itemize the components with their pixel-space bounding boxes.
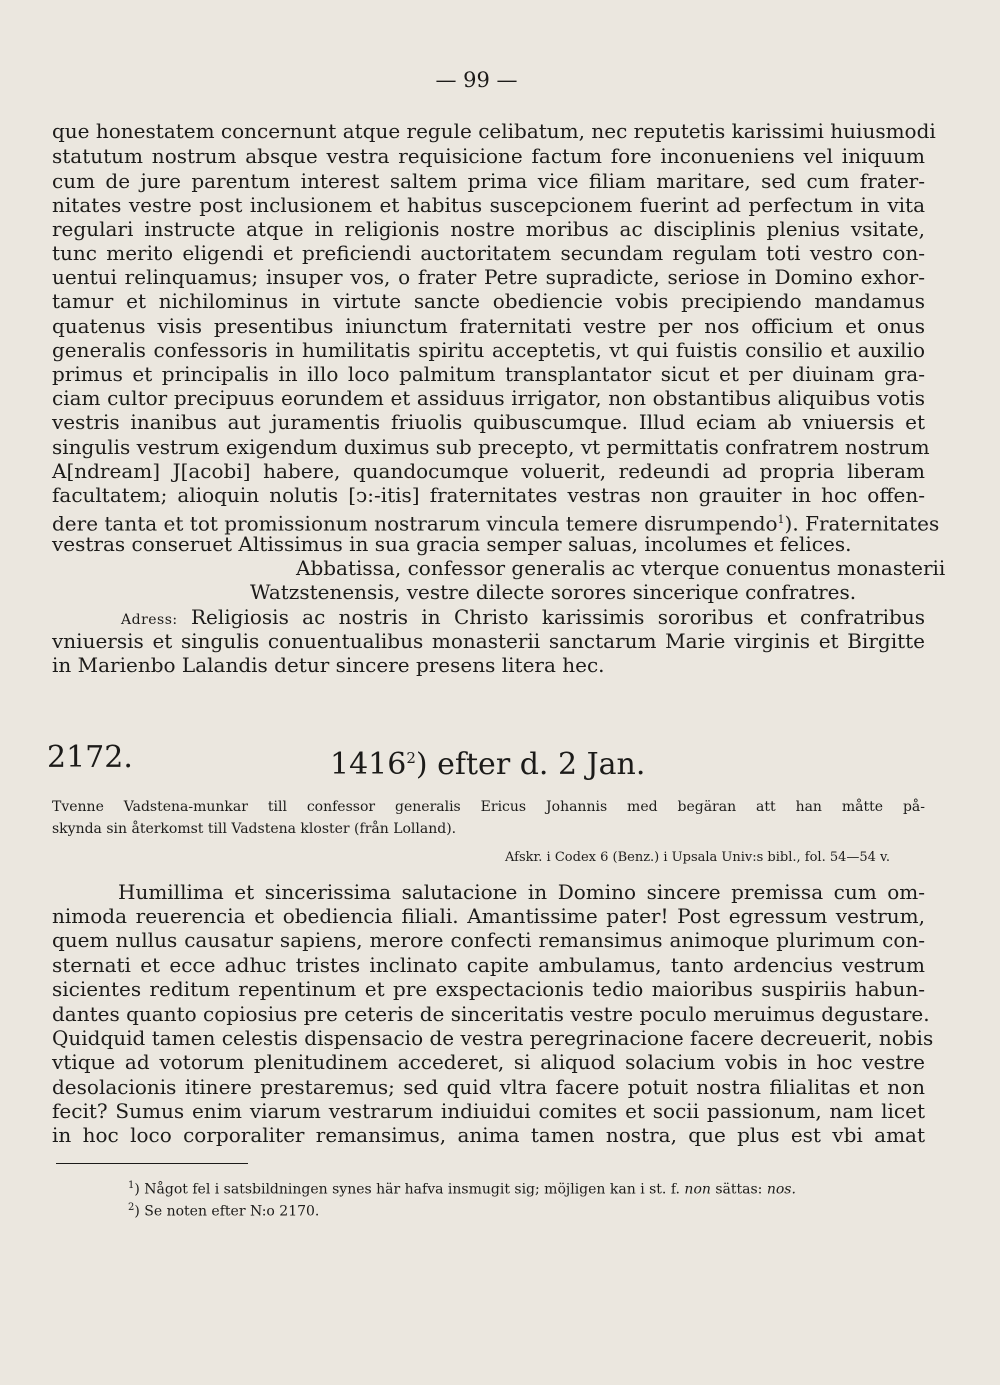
text-line: singulis vestrum exigendum duximus sub precepto, vt permittatis confratrem nostrum [52, 435, 930, 459]
footnote-italic: nos. [766, 1181, 796, 1198]
text-line: nitates vestre post inclusionem et habitus suscepcionem fuerint ad perfectum in vita [52, 193, 925, 217]
entry-date [330, 740, 645, 783]
text-line: quatenus visis presentibus iniunctum fraternitati vestre per nos officium et onus [52, 314, 925, 338]
text-line: nimoda reuerencia et obediencia filiali. Amantissime pater! Post egressum vestrum, [52, 904, 925, 928]
footnote-ref: 1 [777, 513, 785, 526]
text-line: vestras conseruet Altissimus in sua gracia semper saluas, incolumes et felices. [52, 532, 852, 556]
footnote-text: ) Se noten efter N:o 2170. [134, 1203, 320, 1220]
text-line: ciam cultor precipuus eorundem et assiduus irrigator, non obstantibus aliquibus votis [52, 386, 925, 410]
text-line: Humillima et sincerissima salutacione in Domino sincere premissa cum om- [118, 880, 925, 904]
text-line: cum de jure parentum interest saltem prima vice filiam maritare, sed cum frater- [52, 169, 925, 193]
footnote-mark: 1 [128, 1180, 135, 1191]
text-line: statutum nostrum absque vestra requisicione factum fore inconueniens vel iniquum [52, 144, 925, 168]
text-line: desolacionis itinere prestaremus; sed quid vltra facere potuit nostra filialitas et non [52, 1075, 925, 1099]
footnote-text: ) Något fel i satsbildningen synes här hafva insmugit sig; möjligen kan i st. f. [134, 1181, 685, 1198]
address-text: Religiosis ac nostris in Christo karissimis sororibus et confratribus [190, 605, 925, 629]
text-line: dantes quanto copiosius pre ceteris de sinceritatis vestre poculo meruimus degustare. [52, 1002, 930, 1026]
text-line: sicientes reditum repentinum et pre exspectacionis tedio maioribus suspiriis habun- [52, 977, 925, 1001]
text-line: vestris inanibus aut juramentis friuolis quibuscumque. Illud eciam ab vniuersis et [52, 410, 925, 434]
entry-date-rest: ) efter d. 2 Jan. [415, 747, 646, 782]
text-line-main: dere tanta et tot promissionum nostrarum vincula temere disrumpendo [52, 511, 778, 536]
address-label: Adress: [121, 612, 178, 628]
footnote-text: sättas: [710, 1181, 767, 1198]
footnote [128, 1198, 928, 1222]
footnote-mark: 2 [128, 1202, 135, 1213]
text-line: que honestatem concernunt atque regule celibatum, nec reputetis karissimi huiusmodi [52, 119, 936, 143]
entry-summary-line: Tvenne Vadstena-munkar till confessor generalis Ericus Johannis med begäran att han måtte på- [52, 799, 925, 815]
text-line: primus et principalis in illo loco palmitum transplantator sicut et per diuinam gra- [52, 362, 925, 386]
entry-number: 2172. [47, 740, 133, 775]
text-line: generalis confessoris in humilitatis spiritu acceptetis, vt qui fuistis consilio et auxilio [52, 338, 925, 362]
footnote-italic: non [684, 1181, 711, 1198]
text-line: uentui relinquamus; insuper vos, o frater Petre supradicte, seriose in Domino exhor- [52, 265, 925, 289]
page-number: — 99 — [435, 68, 518, 92]
address-line: vniuersis et singulis conuentualibus monasterii sanctarum Marie virginis et Birgitte [52, 629, 925, 653]
footnote [128, 1176, 928, 1200]
text-line: tunc merito eligendi et preficiendi auctoritatem secundam regulam toti vestro con- [52, 241, 925, 265]
text-line: in hoc loco corporaliter remansimus, anima tamen nostra, que plus est vbi amat [52, 1123, 925, 1147]
address-line [121, 605, 925, 632]
text-line: sternati et ecce adhuc tristes inclinato capite ambulamus, tanto ardencius vestrum [52, 953, 925, 977]
footnote-ref: 2 [406, 749, 416, 767]
entry-year: 1416 [330, 747, 407, 782]
text-line: tamur et nichilominus in virtute sancte obediencie vobis precipiendo mandamus [52, 289, 925, 313]
text-line-tail: ). Fraternitates [784, 511, 940, 536]
text-line: quem nullus causatur sapiens, merore confecti remansimus animoque plurimum con- [52, 928, 925, 952]
entry-summary-line: skynda sin återkomst till Vadstena kloster (från Lolland). [52, 821, 457, 837]
signature-line: Watzstenensis, vestre dilecte sorores sincerique confratres. [250, 580, 857, 604]
text-line: regulari instructe atque in religionis nostre moribus ac disciplinis plenius vsitate, [52, 217, 925, 241]
signature-line: Abbatissa, confessor generalis ac vterque conuentus monasterii [296, 556, 946, 580]
text-line: A[ndream] J[acobi] habere, quandocumque voluerit, redeundi ad propria liberam [52, 459, 925, 483]
entry-source: Afskr. i Codex 6 (Benz.) i Upsala Univ:s bibl., fol. 54—54 v. [504, 850, 890, 865]
footnote-divider [56, 1163, 248, 1164]
text-line: vtique ad votorum plenitudinem accederet, si aliquod solacium vobis in hoc vestre [52, 1050, 925, 1074]
text-line: facultatem; alioquin nolutis [ↄ:-itis] fraternitates vestras non grauiter in hoc offen- [52, 483, 925, 507]
text-line: Quidquid tamen celestis dispensacio de vestra peregrinacione facere decreuerit, nobis [52, 1026, 934, 1050]
address-line: in Marienbo Lalandis detur sincere presens litera hec. [52, 653, 605, 677]
text-line: fecit? Sumus enim viarum vestrarum indiuidui comites et socii passionum, nam licet [52, 1099, 925, 1123]
